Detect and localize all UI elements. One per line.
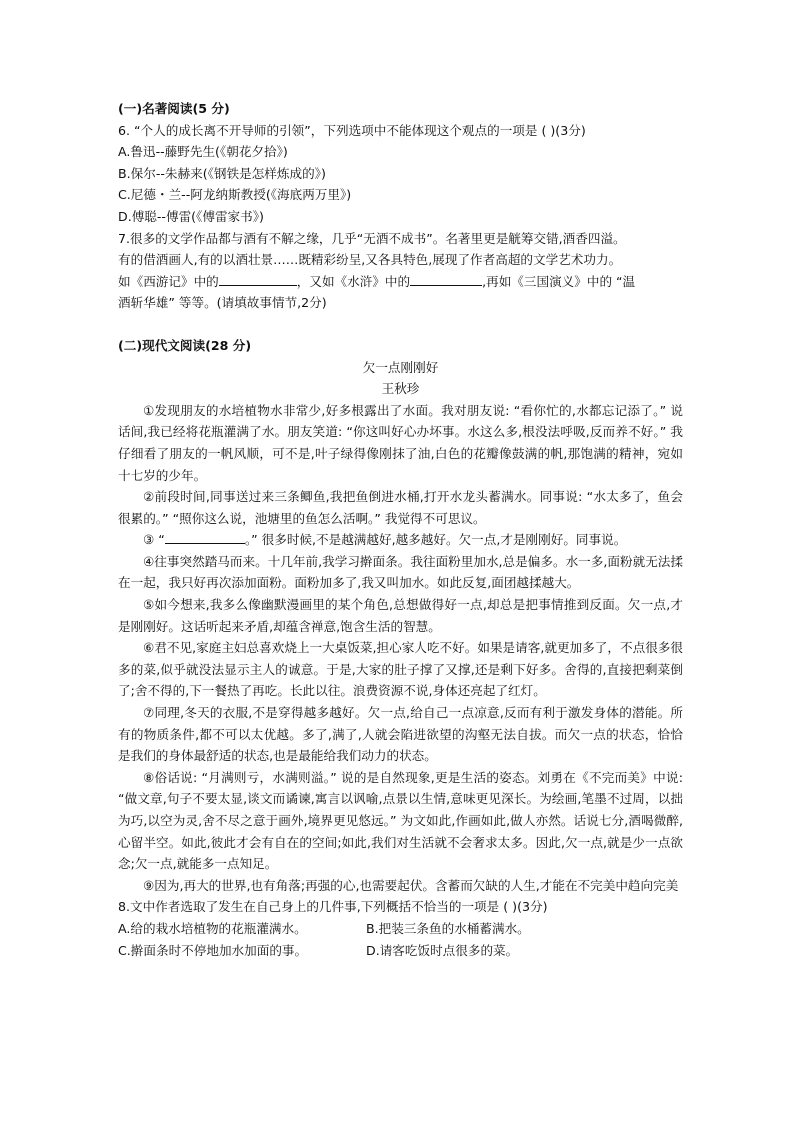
question-7-line-3 [118, 271, 683, 293]
article-paragraph-7: ⑦同理,冬天的衣服,不是穿得越多越好。欠一点,给自己一点凉意,反而有利于激发身体的潜能。所有的物质条件,都不可以太优越。多了,满了,人就会陷进欲望的沟壑无法自拔。而欠一点的状态，恰恰是我们的身体最舒适的状态,也是最能给我们动力的状态。 [118, 705, 683, 764]
question-6-option-d: D.傅聪--傅雷(《傅雷家书》) [118, 208, 264, 224]
exam-page [118, 98, 683, 961]
answer-blank-3[interactable] [165, 530, 245, 544]
answer-blank-2[interactable] [410, 272, 482, 286]
question-8-option-b: B.把装三条鱼的水桶蓄满水。 [366, 920, 530, 936]
question-6-option-a: A.鲁迅--藤野先生(《朝花夕拾》) [118, 144, 288, 160]
article-title: 欠一点刚刚好 [362, 359, 439, 375]
article-paragraph-4: ④往事突然踏马而来。十几年前,我学习擀面条。我往面粉里加水,总是偏多。水一多,面粉就无法揉在一起，我只好再次添加面粉。面粉加多了,我又叫加水。如此反复,面团越揉越大。 [118, 553, 683, 591]
paragraph-3-tail: 。” 很多时候,不是越满越好,越多越好。欠一点,才是刚刚好。同事说。 [244, 532, 627, 548]
question-7-line-2: 有的借酒画人,有的以酒壮景……既精彩纷呈,又各具特色,展现了作者高超的文学艺术功力。 [118, 252, 622, 268]
question-7-line-4: 酒斩华雄” 等等。(请填故事情节,2分) [118, 295, 327, 311]
question-8-option-c: C.擀面条时不停地加水加面的事。 [118, 942, 308, 958]
article-author: 王秋珍 [381, 381, 420, 397]
article-paragraph-1: ①发现朋友的水培植物水非常少,好多根露出了水面。我对朋友说: “看你忙的,水都忘记添了。” 说话间,我已经将花瓶灌满了水。朋友笑道: “你这叫好心办坏事。水这么多,根没法呼吸,反而养不好。” 我仔细看了朋友的一帆风顺，可不是,叶子绿得像刚抹了油,白色的花瓣像鼓满的帆,那饱满的精神，宛如十七岁的少年。 [118, 402, 683, 483]
question-6-option-b: B.保尔--朱赫来(《钢铁是怎样炼成的》) [118, 165, 326, 181]
paragraph-3-lead: ③ “ [143, 532, 165, 548]
question-6-option-c: C.尼德・兰--阿龙纳斯教授(《海底两万里》) [118, 187, 352, 203]
question-8-options-row-2 [118, 940, 683, 962]
article-paragraph-5: ⑤如今想来,我多么像幽默漫画里的某个角色,总想做得好一点,却总是把事情推到反面。欠一点,才是刚刚好。这话听起来矛盾,却蕴含禅意,饱含生活的智慧。 [118, 597, 683, 634]
article-paragraph-6: ⑥君不见,家庭主妇总喜欢烧上一大桌饭菜,担心家人吃不好。如果是请客,就更加多了，不点很多很多的菜,似乎就没法显示主人的诚意。于是,大家的肚子撑了又撑,还是剩下好多。舍得的,直接把剩菜倒了;舍不得的,下一餐热了再吃。长此以往。浪费资源不说,身体还亮起了红灯。 [118, 640, 683, 699]
article-paragraph-9: ⑨因为,再大的世界,也有角落;再强的心,也需要起伏。含蓄而欠缺的人生,才能在不完美中趋向完美 [143, 877, 679, 893]
article-paragraph-2: ②前段时间,同事送过来三条鲫鱼,我把鱼倒进水桶,打开水龙头蓄满水。同事说: “水太多了，鱼会很累的。” “照你这么说，池塘里的鱼怎么活啊。” 我觉得不可思议。 [118, 489, 683, 526]
section2-heading: (二)现代文阅读(28 分) [118, 337, 252, 353]
question-7-line-1: 7.很多的文学作品都与酒有不解之缘，几乎“无酒不成书”。名著里更是觥筹交错,酒香四溢。 [118, 230, 626, 246]
question-8-stem: 8.文中作者选取了发生在自己身上的几件事,下列概括不恰当的一项是 ( )(3分) [118, 899, 548, 915]
question-7-text-c: ,再如《三国演义》中的 “温 [482, 273, 636, 289]
question-8-option-d: D.请客吃饭时点很多的菜。 [366, 942, 519, 958]
question-7-text-a: 如《西游记》中的 [118, 273, 219, 289]
answer-blank-1[interactable] [219, 272, 297, 286]
question-8-options-row-1 [118, 918, 683, 940]
question-6-stem: 6. “个人的成长离不开导师的引领”，下列选项中不能体现这个观点的一项是 ( )(3分) [118, 122, 586, 138]
section1-heading: (一)名著阅读(5 分) [118, 101, 230, 116]
question-7-text-b: ，又如《水浒》中的 [296, 273, 411, 289]
article-paragraph-3 [118, 529, 683, 551]
article-paragraph-8: ⑧俗话说: “月满则亏，水满则溢。” 说的是自然现象,更是生活的姿态。刘勇在《不完而美》中说: “做文章,句子不要太显,谈文而谲谏,寓言以讽喻,点景以生情,意味更见深长。为绘画,笔墨不过周，以拙为巧,以空为灵,舍不尽之意于画外,境界更见悠远。” 为文如此,作画如此,做人亦然。话说七分,酒喝微醉,心留半空。如此,彼此才会有自在的空间;如此,我们对生活就不会奢求太多。因此,欠一点,就是少一点欲念;欠一点,就能多一点知足。 [118, 769, 683, 872]
question-8-option-a: A.给的栽水培植物的花瓶灌满水。 [118, 920, 307, 936]
